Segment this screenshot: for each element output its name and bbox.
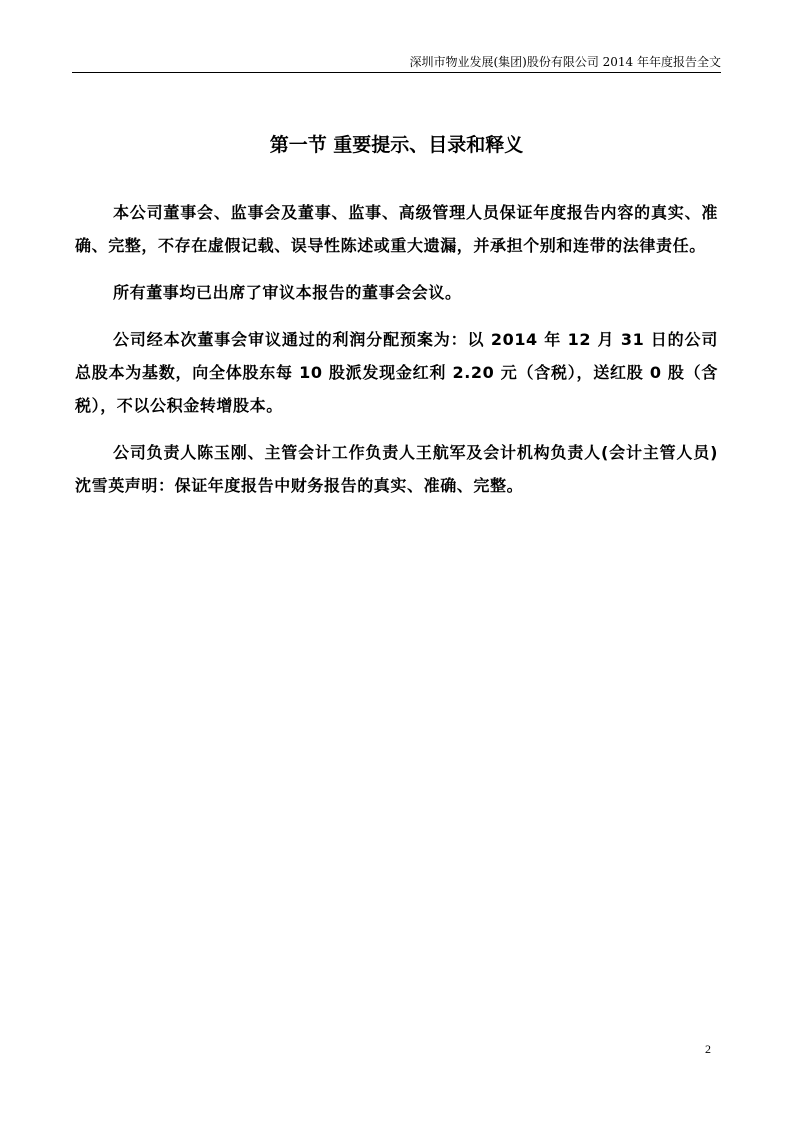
paragraph-board-attendance: 所有董事均已出席了审议本报告的董事会会议。	[113, 283, 462, 302]
header-text: 深圳市物业发展(集团)股份有限公司 2014 年年度报告全文	[409, 55, 721, 69]
paragraph-financial-declaration: 公司负责人陈玉刚、主管会计工作负责人王航军及会计机构负责人(会计主管人员)沈雪英声明：保证年度报告中财务报告的真实、准确、完整。	[75, 443, 718, 495]
page-header	[72, 52, 721, 73]
section-title: 第一节 重要提示、目录和释义	[269, 134, 524, 156]
paragraph-responsibility-statement: 本公司董事会、监事会及董事、监事、高级管理人员保证年度报告内容的真实、准确、完整，不存在虚假记载、误导性陈述或重大遗漏，并承担个别和连带的法律责任。	[75, 203, 718, 255]
page-number: 2	[705, 1042, 711, 1056]
body-text	[75, 196, 718, 516]
paragraph-profit-distribution: 公司经本次董事会审议通过的利润分配预案为：以 2014 年 12 月 31 日的公司总股本为基数，向全体股东每 10 股派发现金红利 2.20 元（含税），送红股 0 股（含税），不以公积金转增股本。	[75, 330, 718, 415]
